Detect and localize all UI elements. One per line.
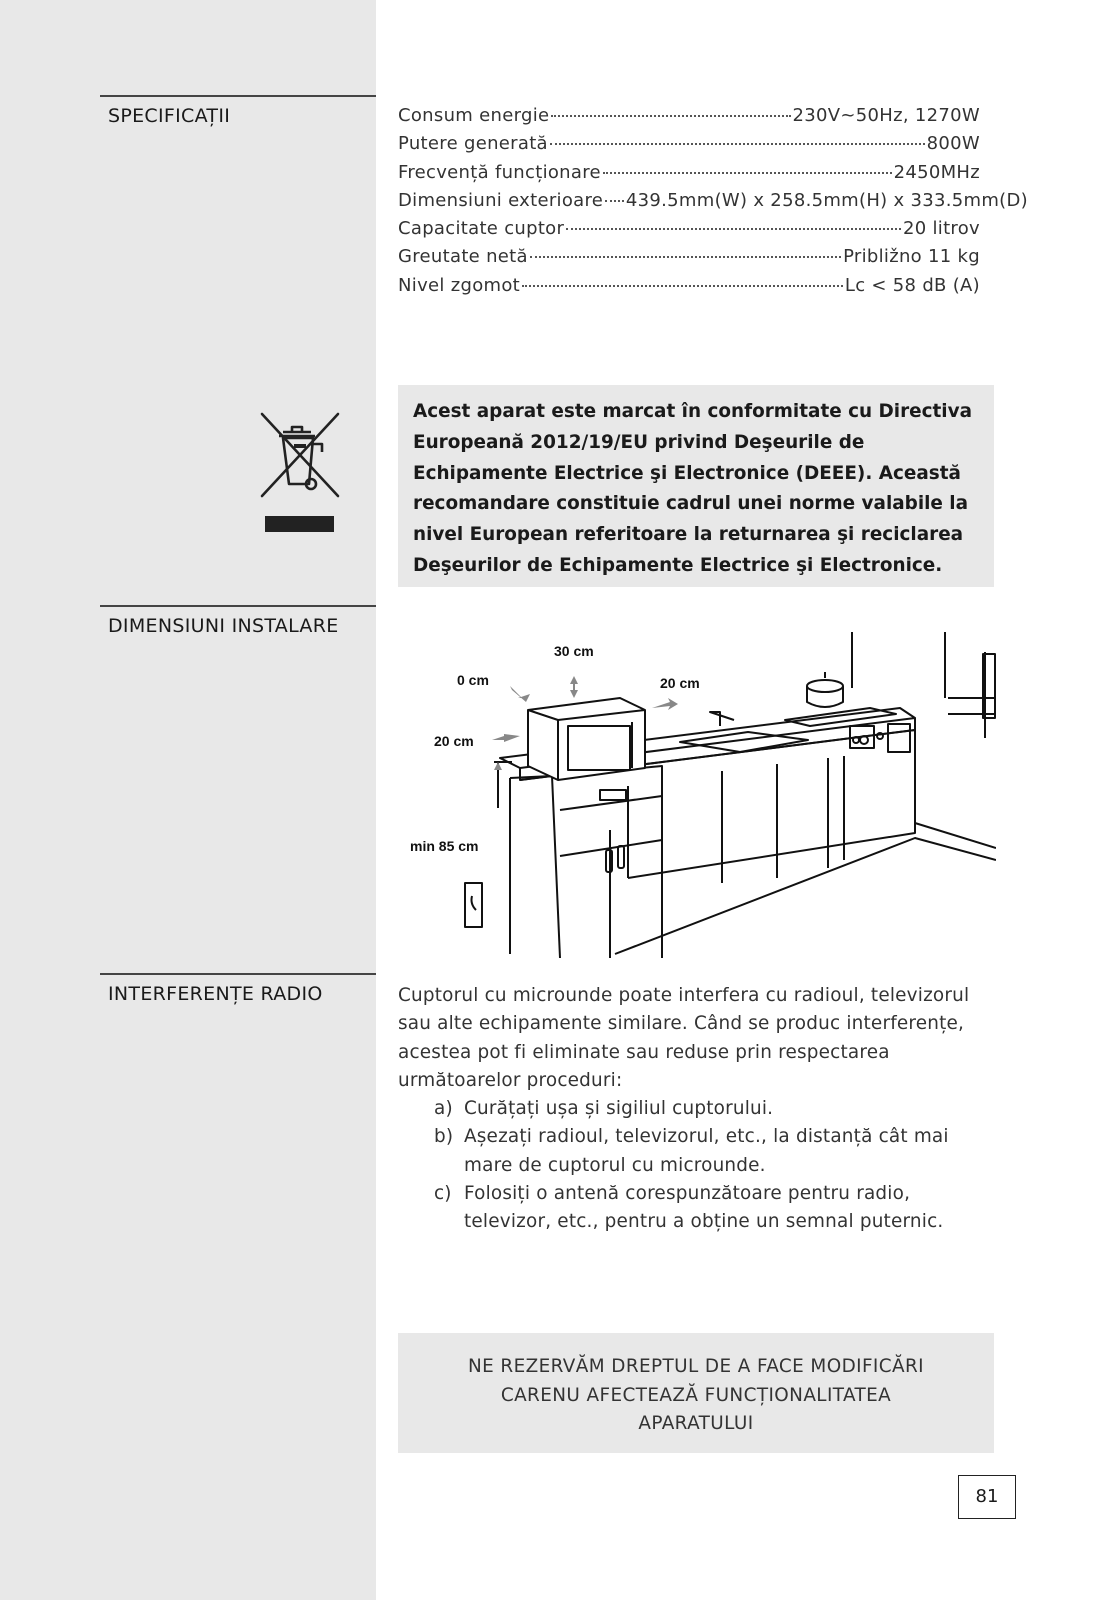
spec-leader <box>530 256 841 258</box>
list-text: Curățați ușa și sigiliul cuptorului. <box>464 1098 774 1120</box>
left-sidebar <box>0 0 376 1600</box>
radio-intro: Cuptorul cu microunde poate interfera cu radioul, televizorul sau alte echipamente similare. Când se produc interferențe, acestea pot fi eliminate sau reduse prin respectarea următoarelor proceduri: <box>398 985 970 1091</box>
spec-label: Capacitate cuptor <box>398 218 565 240</box>
spec-label: Greutate netă <box>398 246 528 268</box>
page-number: 81 <box>958 1475 1016 1519</box>
notice-line: CARENU AFECTEAZĂ FUNCȚIONALITATEA <box>500 1384 892 1406</box>
spec-value: 2450MHz <box>893 161 980 183</box>
spec-row <box>398 218 980 246</box>
spec-label: Consum energie <box>398 105 550 126</box>
weee-notice: Acest aparat este marcat în conformitate cu Directiva Europeană 2012/19/EU privind Deşeurile de Echipamente Electrice şi Electronice (DEEE). Această recomandare constituie cadrul unei norme valabile la nivel European referitoare la returnarea şi reciclarea Deşeurilor de Echipamente Electrice şi Electronice. <box>398 385 994 587</box>
spec-value: 439.5mm(W) x 258.5mm(H) x 333.5mm(D) <box>625 189 1028 211</box>
label-left-clearance: 20 cm <box>434 733 474 749</box>
spec-value: 800W <box>926 133 980 155</box>
spec-row <box>398 246 980 274</box>
spec-row <box>398 190 1028 218</box>
spec-label: Dimensiuni exterioare <box>398 189 604 211</box>
rights-notice <box>398 1333 994 1453</box>
label-top-clearance: 30 cm <box>554 643 594 659</box>
spec-leader <box>551 115 790 117</box>
spec-leader <box>605 200 624 202</box>
installation-diagram <box>400 628 996 958</box>
list-item <box>434 1095 998 1123</box>
list-text: Așezați radioul, televizorul, etc., la distanță cât mai mare de cuptorul cu microunde. <box>464 1126 949 1176</box>
spec-label: Putere generată <box>398 133 548 155</box>
section-label-specifications: SPECIFICAȚII <box>100 95 376 127</box>
list-marker: b) <box>434 1126 454 1148</box>
spec-label: Frecvență funcționare <box>398 161 601 183</box>
spec-leader <box>522 285 843 287</box>
radio-interference-text <box>398 982 998 1237</box>
notice-line: NE REZERVĂM DREPTUL DE A FACE MODIFICĂRI <box>468 1356 924 1377</box>
spec-row <box>398 133 980 161</box>
spec-leader <box>603 172 892 174</box>
spec-label: Nivel zgomot <box>398 274 521 296</box>
weee-crossed-bin-icon <box>256 408 340 534</box>
spec-leader <box>566 228 901 230</box>
spec-value: Lc < 58 dB (A) <box>844 274 980 296</box>
list-text: Folosiți o antenă corespunzătoare pentru radio, televizor, etc., pentru a obține un semnal puternic. <box>464 1183 944 1233</box>
spec-value: Približno 11 kg <box>843 246 980 268</box>
label-right-clearance: 20 cm <box>660 675 700 691</box>
label-min-height: min 85 cm <box>410 838 479 854</box>
spec-value: 20 litrov <box>902 218 980 240</box>
label-back-clearance: 0 cm <box>457 672 489 688</box>
notice-line: APARATULUI <box>638 1413 754 1434</box>
spec-row <box>398 105 980 133</box>
spec-leader <box>550 143 925 145</box>
radio-procedure-list <box>434 1095 998 1236</box>
spec-value: 230V~50Hz, 1270W <box>792 105 980 126</box>
list-item <box>434 1180 998 1237</box>
spec-row <box>398 162 980 190</box>
list-item <box>434 1123 998 1180</box>
spec-list <box>398 105 1028 303</box>
section-label-installation: DIMENSIUNI INSTALARE <box>100 605 376 637</box>
list-marker: c) <box>434 1183 452 1205</box>
list-marker: a) <box>434 1098 453 1120</box>
spec-row <box>398 275 980 303</box>
section-label-radio: INTERFERENȚE RADIO <box>100 973 376 1005</box>
